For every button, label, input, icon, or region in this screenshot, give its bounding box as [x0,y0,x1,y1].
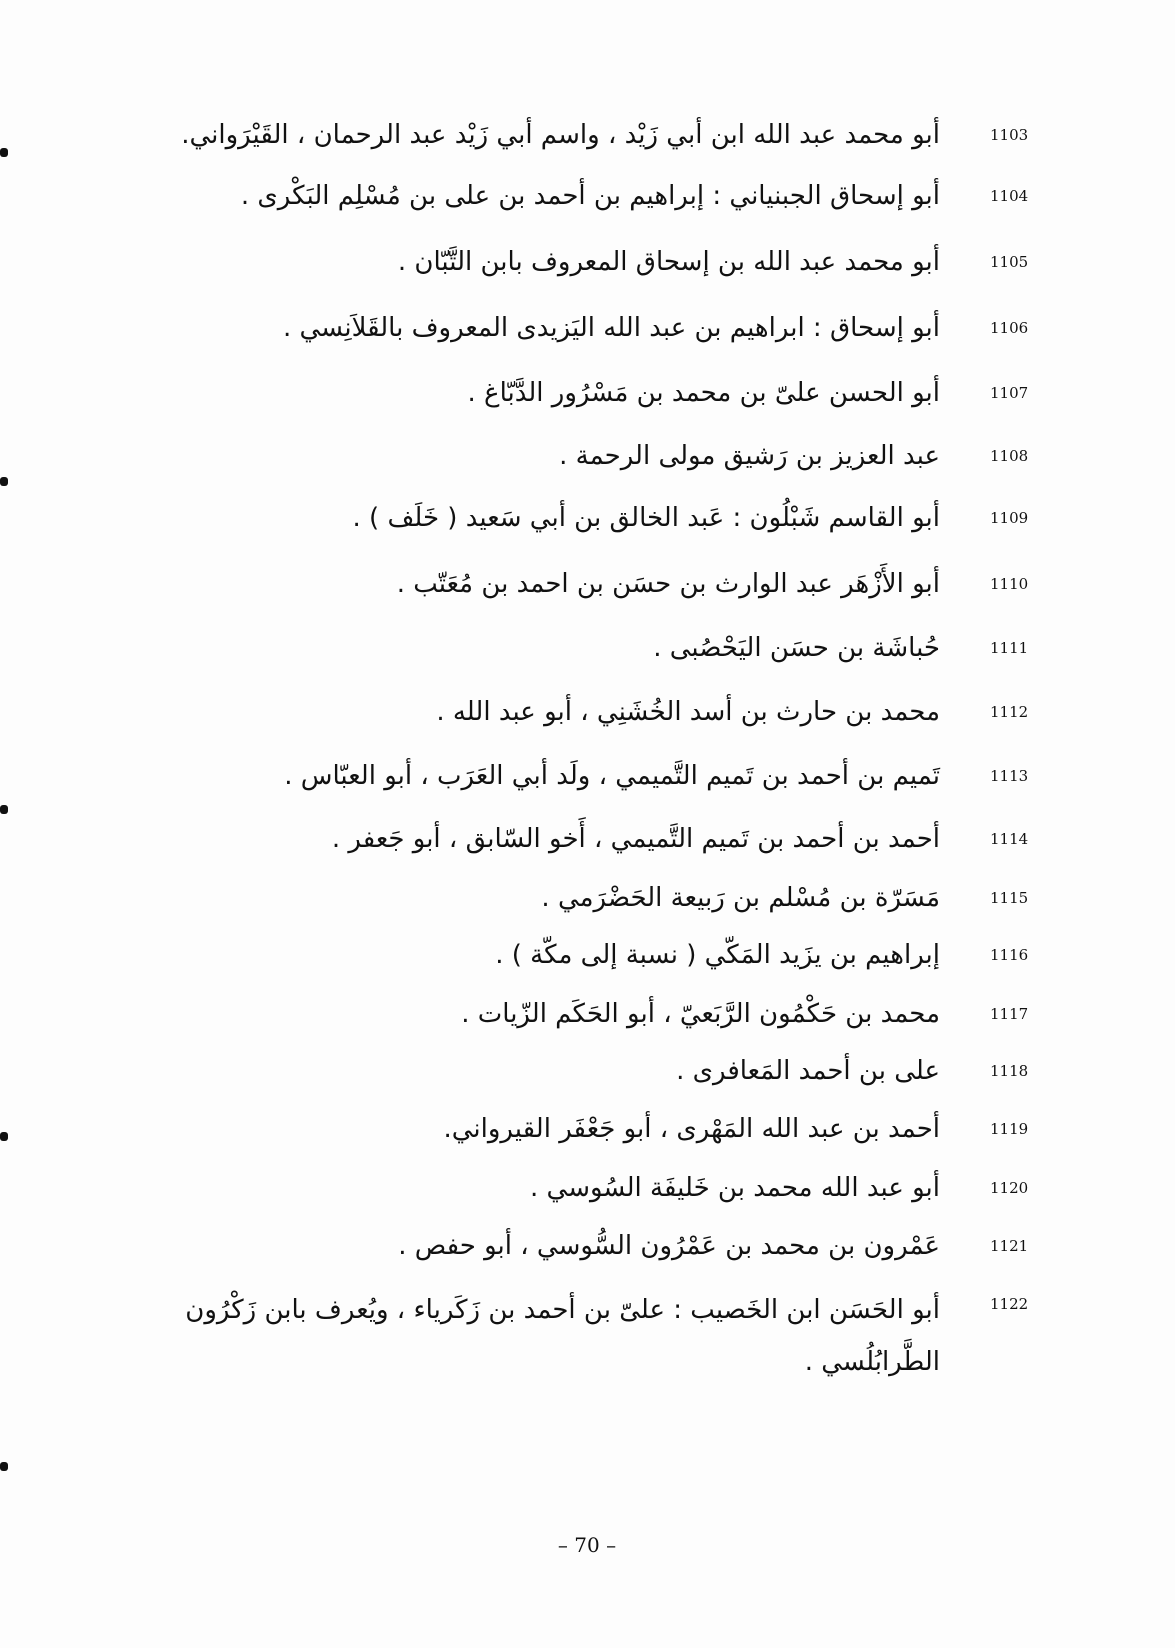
list-item [0,628,1175,694]
entry-text: أبو محمد عبد الله بن إسحاق المعروف بابن التَّبّان . [397,247,940,277]
entry-number: 1107 [990,384,1029,402]
entry-number: 1121 [990,1237,1029,1255]
list-item [0,564,1175,630]
entry-number: 1116 [990,946,1029,964]
list-item [0,373,1175,439]
entry-text: مَسَرّة بن مُسْلم بن رَبيعة الحَضْرَمي . [541,883,940,913]
list-item [0,176,1175,242]
list-item [0,756,1175,822]
entry-text: أبو الأَزْهَر عبد الوارث بن حسَن بن احمد بن مُعَتّب . [396,569,940,599]
entry-number: 1120 [990,1179,1029,1197]
entry-text: عَمْرون بن محمد بن عَمْرُون السُّوسي ، أبو حفص . [398,1231,940,1261]
list-item [0,1051,1175,1117]
entry-text: أبو إسحاق : ابراهيم بن عبد الله اليَزيدى المعروف بالقَلاَنِسي . [282,313,940,343]
entry-number: 1115 [990,889,1029,907]
list-item [0,1226,1175,1292]
entry-text: تَميم بن أحمد بن تَميم التَّميمي ، ولَد أبي العَرَب ، أبو العبّاس . [284,761,940,791]
entry-number: 1119 [990,1120,1029,1138]
list-item [0,1284,1175,1404]
page-number: – 70 – [557,1533,617,1557]
entry-number: 1108 [990,447,1029,465]
entry-number: 1114 [990,830,1029,848]
entry-text: على بن أحمد المَعافرى . [676,1056,940,1086]
entry-number: 1118 [990,1062,1029,1080]
list-item [0,115,1175,181]
entry-number: 1113 [990,767,1029,785]
list-item [0,819,1175,885]
entry-text: أحمد بن أحمد بن تَميم التَّميمي ، أَخو السّابق ، أبو جَعفر . [331,824,940,854]
entry-number: 1110 [990,575,1029,593]
entry-number: 1117 [990,1005,1029,1023]
entry-text: محمد بن حَكْمُون الرَّبَعيّ ، أبو الحَكَم الزّيات . [461,999,940,1029]
entry-number: 1103 [990,126,1029,144]
list-item [0,308,1175,374]
entry-text: أحمد بن عبد الله المَهْرى ، أبو جَعْفَر القيرواني. [443,1114,940,1144]
list-item [0,498,1175,564]
entry-text: أبو الحَسَن ابن الخَصيب : علىّ بن أحمد بن زَكَرياء ، ويُعرف بابن زَكْرُون الطَّرابُلُسي . [185,1295,940,1377]
entry-text: أبو القاسم شَبْلُون : عَبد الخالق بن أبي سَعيد ( خَلَف ) . [352,503,940,533]
list-item [0,242,1175,308]
entry-number: 1105 [990,253,1029,271]
list-item [0,935,1175,1001]
entry-text: عبد العزيز بن رَشيق مولى الرحمة . [559,441,940,471]
entry-text: حُباشَة بن حسَن اليَحْصُبى . [653,633,940,663]
entry-number: 1106 [990,319,1029,337]
entry-number: 1112 [990,703,1029,721]
entry-text: أبو محمد عبد الله ابن أبي زَيْد ، واسم أبي زَيْد عبد الرحمان ، القَيْرَواني. [181,120,940,150]
list-item [0,1109,1175,1175]
entry-text: أبو عبد الله محمد بن خَليفَة السُوسي . [530,1173,940,1203]
entry-text: إبراهيم بن يزَيد المَكّي ( نسبة إلى مكّة ) . [495,940,940,970]
entry-text: أبو إسحاق الجبنياني : إبراهيم بن أحمد بن على بن مُسْلِم البَكْرى . [240,181,940,211]
entry-number: 1111 [990,639,1029,657]
list-item [0,436,1175,502]
list-item [0,692,1175,758]
entry-text: محمد بن حارث بن أسد الخُشَنِي ، أبو عبد الله . [436,697,940,727]
entry-number: 1122 [990,1295,1029,1313]
entry-number: 1104 [990,187,1029,205]
entry-number: 1109 [990,509,1029,527]
entry-text: أبو الحسن علىّ بن محمد بن مَسْرُور الدَّبّاغ . [467,378,940,408]
list-item [0,1168,1175,1234]
